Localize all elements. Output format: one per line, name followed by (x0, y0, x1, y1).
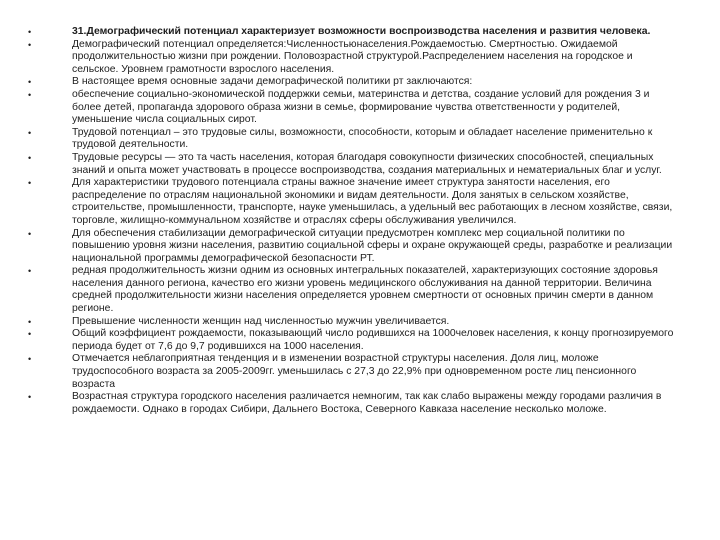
bullet-icon: • (28, 266, 32, 277)
bullet-icon: • (28, 392, 32, 403)
list-item-text: Превышение численности женщин над численностью мужчин увеличивается. (72, 315, 450, 327)
bullet-icon: • (28, 354, 32, 365)
list-item (26, 228, 676, 266)
list-item-text: Общий коэффициент рождаемости, показывающий число родившихся на 1000человек населения, к концу прогнозируемого периода будет от 7,6 до 9,7 родившихся на 1000 населения. (72, 328, 674, 352)
bullet-icon: • (28, 77, 32, 88)
list-item-text: редная продолжительность жизни одним из основных интегральных показателей, характеризующих состояние здоровья населения данного региона, качество его жизни уровень медицинского обслуживания на данной территории. Величина средней продолжительности жизни населения определяется уровнем смертности от основных причин смерти в данном регионе. (72, 265, 658, 315)
list-item-text: Отмечается неблагоприятная тенденция и в изменении возрастной структуры населения. Доля лиц, моложе трудоспособного возраста за 2005-2009гг. уменьшилась с 27,3 до 22,9% при одновременном росте лиц пенсионного возраста (72, 353, 637, 390)
list-item-text: В настоящее время основные задачи демографической политики рт заключаются: (72, 76, 473, 88)
list-item (26, 265, 676, 315)
bullet-icon: • (28, 178, 32, 189)
list-item (26, 177, 676, 227)
bullet-icon: • (28, 89, 32, 100)
bullet-icon: • (28, 127, 32, 138)
list-item-text: Возрастная структура городского населения различается немногим, так как слабо выражены между городами различия в рождаемости. Однако в городах Сибири, Дальнего Востока, Северного Кавказа население несколько моложе. (72, 391, 662, 415)
list-item (26, 89, 676, 127)
list-item-text: Демографический потенциал определяется:Численностьюнаселения.Рождаемостью. Смертностью. Ожидаемой продолжительностью жизни при рождении. Половозрастной структурой.Распределением населения на городское и сельское. Уровнем грамотности взрослого населения. (72, 38, 633, 75)
bullet-icon: • (28, 152, 32, 163)
list-item-text: Трудовые ресурсы — это та часть населения, которая благодаря совокупности физических способностей, специальных знаний и опыта может участвовать в процессе воспроизводства, создания материальных и нематериальных благ и услуг. (72, 151, 662, 176)
bullet-list (26, 26, 676, 416)
list-item-text: Трудовой потенциал – это трудовые силы, возможности, способности, которым и обладает население применительно к трудовой деятельности. (72, 126, 653, 151)
bullet-icon: • (28, 39, 32, 50)
list-item-text: обеспечение социально-экономической поддержки семьи, материнства и детства, создание условий для рождения 3 и более детей, пропаганда здорового образа жизни в семье, формирование чувства ответственности у родителей, уменьшение числа социальных сирот. (72, 88, 650, 126)
list-item (26, 391, 676, 416)
bullet-icon: • (28, 27, 32, 37)
list-item (26, 76, 676, 89)
list-item (26, 316, 676, 329)
list-item (26, 328, 676, 353)
list-item-text (72, 26, 676, 39)
list-item (26, 127, 676, 152)
list-item (26, 152, 676, 177)
list-item-text: Для обеспечения стабилизации демографической ситуации предусмотрен комплекс мер социальной политики по повышению уровня жизни населения, развитию социальной сферы и охране окружающей среды, разработке и реализации национальной программы демографической безопасности РТ. (72, 227, 673, 264)
list-item (26, 26, 676, 39)
section-heading: 31.Демографический потенциал характеризует возможности воспроизводства населения и развития человека. (72, 26, 651, 37)
bullet-icon: • (28, 228, 32, 239)
list-item (26, 353, 676, 391)
list-item (26, 39, 676, 77)
list-item-text: Для характеристики трудового потенциала страны важное значение имеет структура занятости населения, его распределение по отраслям национальной экономики и видам деятельности. Доля занятых в сельском хозяйстве, строительстве, промышленности, транспорте, науке уменьшилась, а удельный вес работающих в лесном хозяйстве, связи, торговле, жилищно-коммунальном хозяйстве и отраслях сферы обслуживания увеличился. (72, 177, 673, 226)
bullet-icon: • (28, 316, 32, 327)
bullet-icon: • (28, 329, 32, 340)
